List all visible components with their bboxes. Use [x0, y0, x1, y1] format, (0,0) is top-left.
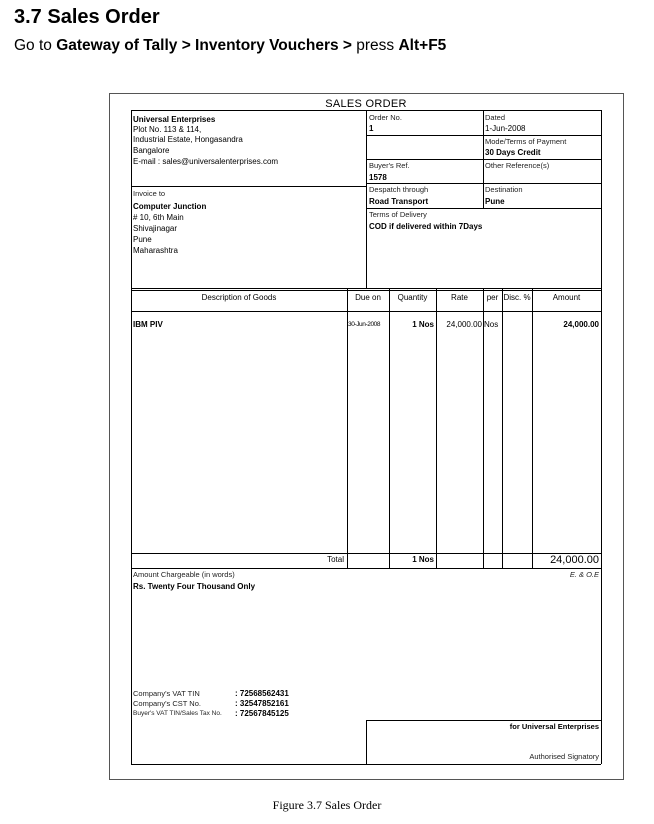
dated-value: 1-Jun-2008: [485, 124, 526, 133]
other-ref-label: Other Reference(s): [485, 161, 550, 170]
signature-box-top: [366, 720, 601, 721]
buyer-address-line: Pune: [133, 235, 152, 244]
eoe-text: E. & O.E: [569, 570, 599, 579]
col-header-quantity: Quantity: [397, 293, 428, 302]
buyer-address-line: Shivajinagar: [133, 224, 178, 233]
destination-label: Destination: [485, 185, 523, 194]
authorised-signatory: Authorised Signatory: [529, 752, 599, 761]
vat-tin-label: Company's VAT TIN: [133, 689, 200, 698]
col-header-due-on: Due on: [355, 293, 381, 302]
cst-no-value: : 32547852161: [235, 699, 289, 708]
buyers-ref-value: 1578: [369, 173, 387, 182]
rule-company: [131, 186, 366, 187]
rule-despatch: [366, 208, 601, 209]
col-header-rate: Rate: [451, 293, 468, 302]
mode-label: Mode/Terms of Payment: [485, 137, 567, 146]
signature-for-text: for Universal Enterprises: [509, 722, 599, 731]
buyer-vat-value: : 72567845125: [235, 709, 289, 718]
section-heading: 3.7 Sales Order: [14, 6, 160, 28]
col-divider: [347, 288, 348, 568]
table-top-rule: [131, 288, 601, 289]
total-amount: 24,000.00: [550, 554, 599, 566]
col-divider: [389, 288, 390, 568]
total-label: Total: [327, 555, 344, 564]
amount-in-words: Rs. Twenty Four Thousand Only: [133, 582, 256, 591]
table-top-rule-double: [131, 290, 601, 291]
order-no-label: Order No.: [369, 113, 402, 122]
border-bottom: [131, 764, 601, 765]
figure-caption: Figure 3.7 Sales Order: [272, 798, 382, 812]
buyer-vat-label: Buyer's VAT TIN/Sales Tax No.: [133, 710, 222, 717]
item-description: IBM PIV: [133, 320, 163, 329]
dated-label: Dated: [485, 113, 506, 122]
voucher-title: SALES ORDER: [325, 98, 407, 110]
col-header-description: Description of Goods: [201, 293, 277, 302]
sales-order-voucher: [131, 98, 601, 764]
col-header-disc: Disc. %: [503, 293, 531, 302]
col-divider: [502, 288, 503, 568]
despatch-value: Road Transport: [369, 197, 429, 206]
item-quantity: 1 Nos: [412, 320, 434, 329]
col-divider: [483, 288, 484, 568]
border-left: [131, 110, 132, 764]
col-divider: [532, 288, 533, 568]
signature-box-left: [366, 720, 367, 764]
item-amount: 24,000.00: [563, 320, 599, 329]
total-quantity: 1 Nos: [412, 555, 434, 564]
item-per: Nos: [484, 320, 499, 329]
rule-orderno: [366, 135, 601, 136]
rule-buyers-ref: [366, 183, 601, 184]
table-total-rule: [131, 553, 601, 554]
col-header-amount: Amount: [552, 293, 581, 302]
item-rate: 24,000.00: [446, 320, 482, 329]
cst-no-label: Company's CST No.: [133, 699, 201, 708]
order-no-value: 1: [369, 124, 374, 133]
destination-value: Pune: [485, 197, 505, 206]
instruction-text: Go to Gateway of Tally > Inventory Vouchers > press Alt+F5: [14, 37, 447, 54]
divider-header-mid: [366, 110, 367, 288]
table-header-rule: [131, 311, 601, 312]
terms-value: COD if delivered within 7Days: [369, 222, 483, 231]
vat-tin-value: : 72568562431: [235, 689, 289, 698]
company-email: E-mail : sales@universalenterprises.com: [133, 157, 279, 166]
company-address-line: Plot No. 113 & 114,: [133, 125, 202, 134]
amount-words-label: Amount Chargeable (in words): [133, 570, 235, 579]
col-header-per: per: [486, 293, 499, 302]
buyers-ref-label: Buyer's Ref.: [369, 161, 410, 170]
buyer-name: Computer Junction: [133, 202, 207, 211]
col-divider: [436, 288, 437, 568]
item-due-on: 30-Jun-2008: [348, 321, 381, 328]
mode-value: 30 Days Credit: [485, 148, 541, 157]
border-right: [601, 110, 602, 764]
terms-label: Terms of Delivery: [369, 210, 427, 219]
rule-mode: [366, 159, 601, 160]
buyer-address-line: # 10, 6th Main: [133, 213, 184, 222]
despatch-label: Despatch through: [369, 185, 429, 194]
invoice-to-label: Invoice to: [133, 189, 166, 198]
shortcut-key: Alt+F5: [398, 37, 447, 54]
table-bottom-rule: [131, 568, 601, 569]
menu-path: Gateway of Tally > Inventory Vouchers >: [56, 37, 352, 54]
company-address-line: Industrial Estate, Hongasandra: [133, 135, 243, 144]
company-name: Universal Enterprises: [133, 115, 216, 124]
company-address-line: Bangalore: [133, 146, 170, 155]
buyer-address-line: Maharashtra: [133, 246, 178, 255]
